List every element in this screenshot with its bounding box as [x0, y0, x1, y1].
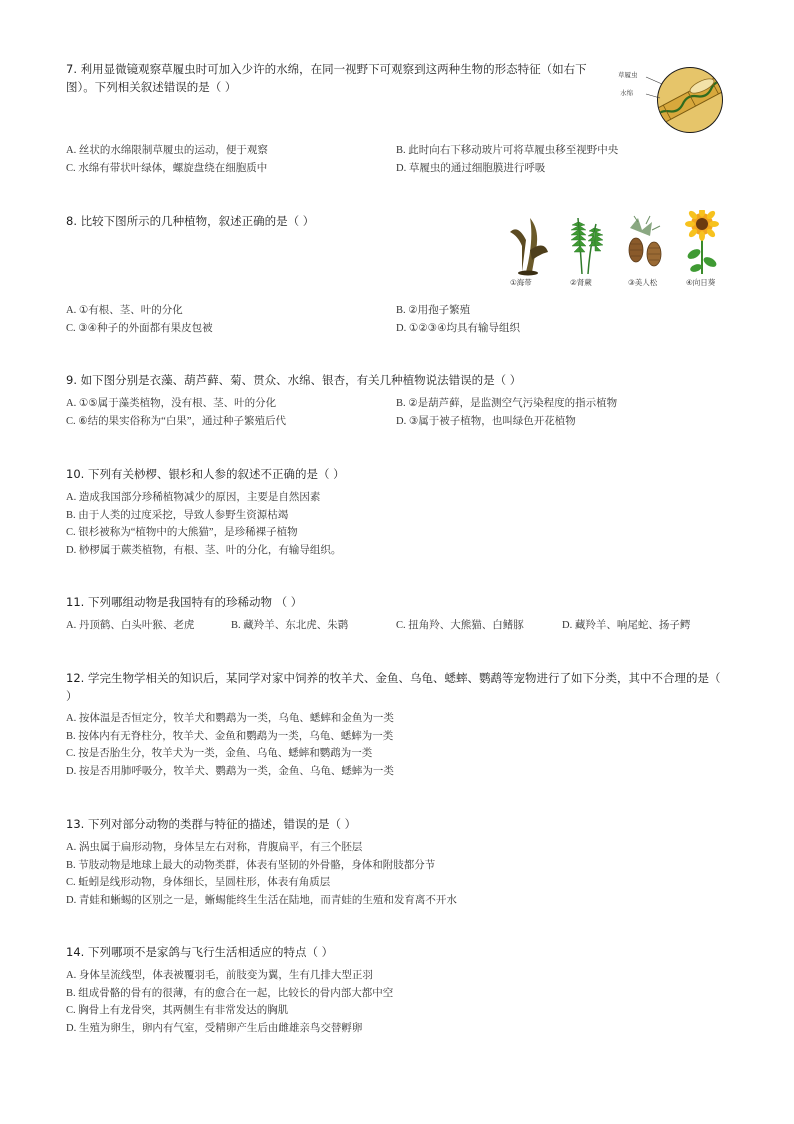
option-b: B. 组成骨骼的骨有的很薄，有的愈合在一起，比较长的骨内部大都中空	[66, 987, 394, 999]
option-b: B. 按体内有无脊柱分，牧羊犬、金鱼和鹦鹉为一类，乌龟、蟋蟀为一类	[66, 730, 394, 742]
option-d: D. 桫椤属于蕨类植物，有根、茎、叶的分化，有输导组织。	[66, 544, 342, 556]
option-c: C. 胸骨上有龙骨突，其两侧生有非常发达的胸肌	[66, 1005, 289, 1016]
option-b: B. 藏羚羊、东北虎、朱鹮	[231, 620, 349, 631]
fern-image	[571, 218, 603, 274]
question-9-options	[66, 395, 726, 430]
option-d: D. ①②③④均具有输导组织	[396, 322, 520, 334]
question-12-stem-line1: 12. 学完生物学相关的知识后，某同学对家中饲养的牧羊犬、金鱼、乌龟、蟋蟀、鹦鹉等宠物进行了如下分类，其中不合理的是（	[66, 671, 721, 685]
option-a: A. 造成我国部分珍稀植物减少的原因，主要是自然因素	[66, 492, 321, 503]
option-c: C. 水绵有带状叶绿体，螺旋盘绕在细胞质中	[66, 162, 268, 174]
question-11-stem: 11. 下列哪组动物是我国特有的珍稀动物 （ ）	[66, 595, 303, 609]
option-d: D. 按是否用肺呼吸分，牧羊犬、鹦鹉为一类，金鱼、乌龟、蟋蟀为一类	[66, 765, 394, 777]
question-12-options	[66, 710, 726, 780]
option-d: D. 藏羚羊、响尾蛇、扬子鳄	[562, 620, 691, 631]
option-d: D. 生殖为卵生，卵内有气室，受精卵产生后由雌雄亲鸟交替孵卵	[66, 1022, 363, 1034]
question-13	[66, 815, 726, 833]
question-11	[66, 593, 726, 611]
option-c: C. 按是否胎生分，牧羊犬为一类，金鱼、乌龟、蟋蟀和鹦鹉为一类	[66, 748, 373, 759]
microscope-figure	[618, 64, 728, 134]
option-d: D. ③属于被子植物，也叫绿色开花植物	[396, 415, 576, 427]
option-b: B. ②是葫芦藓，是监测空气污染程度的指示植物	[396, 398, 618, 409]
kelp-image	[510, 218, 548, 276]
option-a: A. ①⑤属于藻类植物，没有根、茎、叶的分化	[66, 398, 277, 409]
question-11-options	[66, 617, 726, 635]
option-c: C. 银杉被称为“植物中的大熊猫”，是珍稀裸子植物	[66, 527, 298, 538]
question-7-stem-line1: 7. 利用显微镜观察草履虫时可加入少许的水绵，在同一视野下可观察到这两种生物的形态特征（如右下	[66, 62, 587, 76]
label-paramecium: 草履虫	[618, 71, 638, 79]
plants-image	[500, 210, 732, 276]
option-c: C. ⑥结的果实俗称为“白果”，通过种子繁殖后代	[66, 415, 286, 427]
option-a: A. ①有根、茎、叶的分化	[66, 305, 183, 316]
question-7-stem-line2: 图）。下列相关叙述错误的是（ ）	[66, 80, 237, 94]
question-12-stem-line2: ）	[66, 689, 78, 703]
option-c: C. 蚯蚓是线形动物，身体细长，呈圆柱形，体表有角质层	[66, 877, 331, 888]
option-b: B. 节肢动物是地球上最大的动物类群，体表有坚韧的外骨骼，身体和附肢都分节	[66, 859, 436, 871]
question-14-options	[66, 967, 726, 1037]
option-a: A. 身体呈流线型，体表被覆羽毛，前肢变为翼，生有几排大型正羽	[66, 970, 373, 981]
option-a: A. 丝状的水绵限制草履虫的运动，便于观察	[66, 145, 268, 156]
question-14-stem: 14. 下列哪项不是家鸽与飞行生活相适应的特点（ ）	[66, 945, 334, 959]
option-a: A. 按体温是否恒定分，牧羊犬和鹦鹉为一类，乌龟、蟋蟀和金鱼为一类	[66, 713, 394, 724]
label-spirogyra: 水绵	[620, 89, 633, 97]
option-b: B. 由于人类的过度采挖，导致人参野生资源枯竭	[66, 509, 289, 521]
option-d: D. 青蛙和蜥蜴的区别之一是，蜥蜴能终生生活在陆地，而青蛙的生殖和发育离不开水	[66, 894, 457, 906]
label-kelp: ①海带	[510, 278, 532, 287]
label-pine: ③美人松	[628, 278, 658, 287]
option-a: A. 涡虫属于扁形动物，身体呈左右对称，背腹扁平，有三个胚层	[66, 842, 363, 853]
question-8-options	[66, 302, 726, 337]
question-7-options	[66, 142, 726, 177]
question-10-stem: 10. 下列有关桫椤、银杉和人参的叙述不正确的是（ ）	[66, 467, 345, 481]
question-10-options	[66, 489, 726, 559]
option-b: B. ②用孢子繁殖	[396, 305, 471, 316]
question-10	[66, 465, 726, 483]
label-fern: ②肾蕨	[570, 278, 592, 287]
plants-figure	[500, 210, 732, 290]
question-12	[66, 669, 726, 705]
label-sunflower: ④向日葵	[686, 278, 716, 287]
question-14	[66, 943, 726, 961]
option-a: A. 丹顶鹤、白头叶猴、老虎	[66, 620, 195, 631]
question-9	[66, 371, 726, 389]
sunflower-image	[685, 210, 719, 274]
pine-image	[629, 216, 661, 266]
option-c: C. 扭角羚、大熊猫、白鳍豚	[396, 620, 524, 631]
question-8-stem: 8. 比较下图所示的几种植物，叙述正确的是（ ）	[66, 214, 315, 228]
question-9-stem: 9. 如下图分别是衣藻、葫芦藓、菊、贯众、水绵、银杏，有关几种植物说法错误的是（ ）	[66, 373, 522, 387]
question-13-options	[66, 839, 726, 909]
option-d: D. 草履虫的通过细胞膜进行呼吸	[396, 162, 546, 174]
option-b: B. 此时向右下移动玻片可将草履虫移至视野中央	[396, 145, 619, 156]
question-13-stem: 13. 下列对部分动物的类群与特征的描述，错误的是（ ）	[66, 817, 357, 831]
option-c: C. ③④种子的外面都有果皮包被	[66, 322, 213, 334]
